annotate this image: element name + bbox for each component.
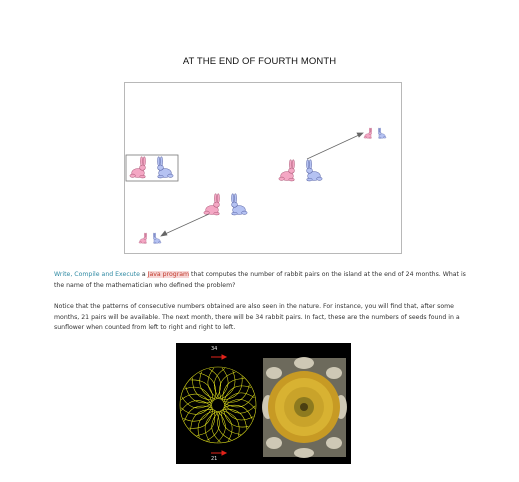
- rabbit-diagram: [124, 82, 402, 254]
- java-program-highlight: Java program: [147, 271, 190, 278]
- spiral-count-bottom: 21: [211, 456, 218, 462]
- task-text-a: a: [139, 271, 148, 278]
- sunflower-graphic: [176, 343, 351, 464]
- task-paragraph: [54, 270, 474, 291]
- page-title: AT THE END OF FOURTH MONTH: [182, 56, 337, 67]
- arrows: [161, 133, 363, 236]
- sunflower-figure: [176, 343, 351, 464]
- nature-paragraph: Notice that the patterns of consecutive numbers obtained are also seen in the nature. For instance, you will find that, after some months, 21 pairs will be available. The next month, there will be 34 rabbit pairs. In fact, these are the numbers of seeds found in a sunflower when counted from left to right and right to left.: [54, 303, 460, 331]
- rabbit-diagram-graphic: [125, 83, 403, 255]
- arrow-up-right: [307, 135, 359, 159]
- rabbit-pair-left: [130, 157, 173, 178]
- rabbit-pair-upper-right: [279, 160, 322, 181]
- arrow-up-right-head: [357, 133, 363, 137]
- rabbit-pair-small-bottom: [139, 233, 161, 244]
- rabbit-pair-middle: [204, 194, 247, 215]
- arrow-down-left-head: [161, 231, 167, 236]
- spiral-count-top: 34: [211, 346, 218, 352]
- task-text-rest: that computes the number of rabbit pairs on the island at the end of 24 months. What is the name of the mathematician who defined the problem?: [54, 271, 466, 289]
- arrow-down-left: [165, 214, 209, 234]
- sunflower-photo: [262, 357, 347, 458]
- spiral-diagram: [180, 367, 257, 444]
- task-link-text: Write, Compile and Execute: [54, 271, 140, 278]
- rabbit-pair-small-top: [364, 128, 386, 139]
